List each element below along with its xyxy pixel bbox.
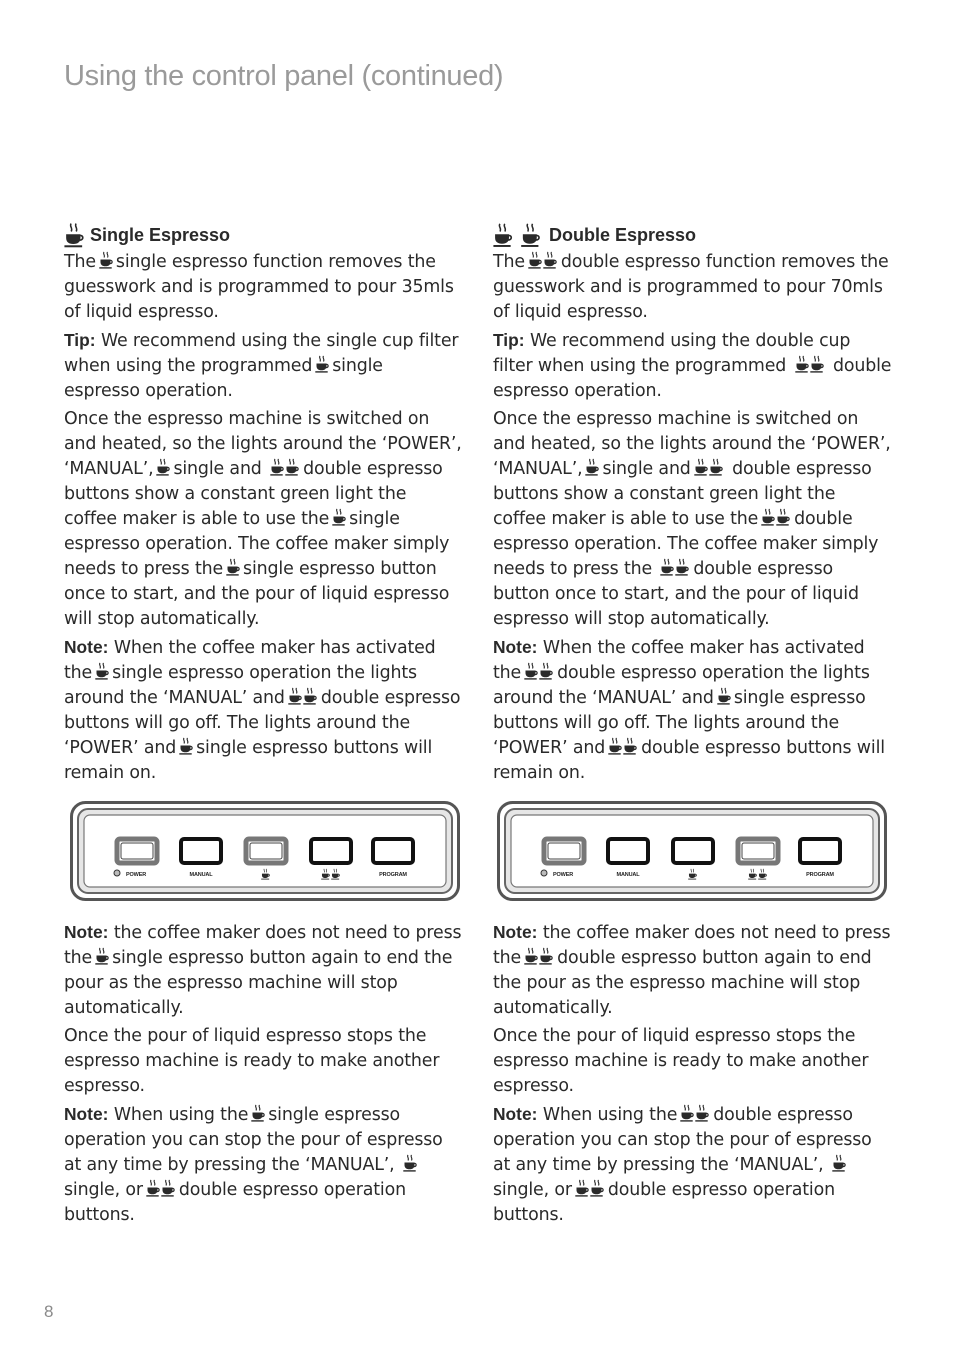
paragraph: [493, 407, 893, 632]
paragraph: [64, 250, 464, 325]
single-cup-icon: [64, 222, 84, 248]
text: Once the espresso machine is switched on and heated, so the lights around the ‘POWER’, ‘MANUAL’,: [493, 409, 891, 479]
text: single espresso operation. The coffee maker simply needs to press the: [64, 509, 450, 579]
note: [64, 1102, 464, 1228]
double-espresso-button: [311, 839, 351, 863]
double-cup-icon: [288, 687, 318, 705]
single-cup-icon: [156, 458, 170, 476]
text: We recommend using the single cup filter when using the programmed: [64, 331, 459, 376]
single-espresso-heading: [64, 222, 464, 248]
text: single espresso function removes the guesswork and is programmed to pour 35mls of liquid espresso.: [64, 252, 454, 322]
power-label: POWER: [553, 872, 574, 878]
text: The: [493, 252, 525, 272]
single-cup-icon: [95, 662, 109, 680]
double-cup-icon: [795, 355, 825, 373]
tip: [493, 328, 893, 404]
text: double espresso buttons will remain on.: [493, 738, 885, 783]
power-indicator-light: [541, 870, 547, 876]
double-cup-icon: [660, 558, 690, 576]
page-title: Using the control panel (continued): [64, 60, 504, 92]
text: When the coffee maker has activated the: [493, 638, 865, 683]
power-indicator-light: [114, 870, 120, 876]
text: double espresso buttons will go off. The lights around the ‘POWER’ and: [64, 688, 461, 758]
text: double espresso operation buttons.: [64, 1180, 406, 1225]
program-label: PROGRAM: [806, 872, 834, 878]
text: single espresso buttons will remain on.: [64, 738, 433, 783]
single-espresso-button: [673, 839, 713, 863]
note: [64, 920, 464, 1021]
text: When using the: [542, 1105, 678, 1125]
program-button: [800, 839, 840, 863]
text: We recommend using the double cup filter when using the programmed: [493, 331, 851, 376]
text: single, or: [64, 1180, 143, 1200]
text: double espresso operation buttons.: [493, 1180, 835, 1225]
power-button: [117, 839, 157, 863]
control-panel-diagram: [497, 801, 887, 901]
text: single espresso operation the lights around the ‘MANUAL’ and: [64, 663, 417, 708]
text: single espresso buttons will go off. The lights around the ‘POWER’ and: [493, 688, 866, 758]
double-espresso-heading: [493, 222, 893, 248]
heading-text: Double Espresso: [549, 225, 697, 245]
single-cup-icon: [717, 687, 731, 705]
heading-text: Single Espresso: [90, 225, 231, 245]
note-label: Note:: [64, 922, 109, 942]
text: double espresso button again to end the pour as the espresso machine will stop automatically.: [493, 948, 872, 1018]
note: [493, 635, 893, 786]
text: single espresso button again to end the pour as the espresso machine will stop automatically.: [64, 948, 453, 1018]
single-espresso-button: [246, 839, 286, 863]
text: double espresso operation you can stop the pour of espresso at any time by pressing the ‘MANUAL’,: [493, 1105, 872, 1175]
note-label: Note:: [64, 1104, 109, 1124]
tip-label: Tip:: [493, 330, 525, 350]
single-cup-icon: [585, 458, 599, 476]
note-label: Note:: [64, 637, 109, 657]
text: double espresso operation.: [493, 356, 892, 401]
single-cup-icon: [95, 947, 109, 965]
single-cup-icon: [179, 737, 193, 755]
double-cup-icon: [524, 662, 554, 680]
text: When the coffee maker has activated the: [64, 638, 436, 683]
text: double espresso buttons show a constant green light the coffee maker is able to use the: [64, 459, 443, 529]
text: the coffee maker does not need to press the: [64, 923, 462, 968]
text: the coffee maker does not need to press the: [493, 923, 891, 968]
text: Once the espresso machine is switched on and heated, so the lights around the ‘POWER’, ‘MANUAL’,: [64, 409, 462, 479]
program-button: [373, 839, 413, 863]
text: When using the: [113, 1105, 249, 1125]
double-cup-icon: [146, 1179, 176, 1197]
double-cup-icon: [524, 947, 554, 965]
double-cup-icon: [680, 1104, 710, 1122]
double-cup-icon: [608, 737, 638, 755]
note: [493, 1102, 893, 1228]
double-espresso-button: [738, 839, 778, 863]
text: double espresso operation. The coffee maker simply needs to press the: [493, 509, 879, 579]
note-label: Note:: [493, 637, 538, 657]
note: [64, 635, 464, 786]
text: single and: [173, 459, 262, 479]
note: [493, 920, 893, 1021]
single-cup-icon: [251, 1104, 265, 1122]
power-label: POWER: [126, 872, 147, 878]
tip-label: Tip:: [64, 330, 96, 350]
text: double espresso button once to start, and the pour of liquid espresso will stop automatically.: [493, 559, 859, 629]
text: single espresso operation.: [64, 356, 383, 401]
text: double espresso function removes the guesswork and is programmed to pour 70mls of liquid espresso.: [493, 252, 889, 322]
tip: [64, 328, 464, 404]
manual-label: MANUAL: [189, 872, 213, 878]
text: double espresso operation the lights around the ‘MANUAL’ and: [493, 663, 870, 708]
single-cup-icon: [332, 508, 346, 526]
single-cup-icon: [403, 1154, 417, 1172]
double-cup-icon: [761, 508, 791, 526]
manual-label: MANUAL: [616, 872, 640, 878]
page-number: 8: [44, 1302, 54, 1321]
note-label: Note:: [493, 922, 538, 942]
manual-button: [181, 839, 221, 863]
paragraph: Once the pour of liquid espresso stops the espresso machine is ready to make another espresso.: [64, 1026, 440, 1096]
double-cup-icon: [493, 222, 543, 248]
program-label: PROGRAM: [379, 872, 407, 878]
paragraph: [493, 250, 893, 325]
single-espresso-section: [64, 222, 464, 1231]
single-cup-icon: [315, 355, 329, 373]
note-label: Note:: [493, 1104, 538, 1124]
power-button: [544, 839, 584, 863]
double-cup-icon: [575, 1179, 605, 1197]
single-cup-icon: [832, 1154, 846, 1172]
text: single, or: [493, 1180, 572, 1200]
text: The: [64, 252, 96, 272]
single-cup-icon: [226, 558, 240, 576]
control-panel-diagram: [70, 801, 460, 901]
text: double espresso buttons show a constant green light the coffee maker is able to use the: [493, 459, 872, 529]
single-cup-icon: [99, 251, 113, 269]
manual-button: [608, 839, 648, 863]
paragraph: Once the pour of liquid espresso stops the espresso machine is ready to make another espresso.: [493, 1026, 869, 1096]
paragraph: [64, 407, 464, 632]
text: single espresso button once to start, and the pour of liquid espresso will stop automatically.: [64, 559, 450, 629]
double-cup-icon: [694, 458, 724, 476]
double-espresso-section: [493, 222, 893, 1231]
text: single espresso operation you can stop the pour of espresso at any time by pressing the ‘MANUAL’,: [64, 1105, 443, 1175]
double-cup-icon: [270, 458, 300, 476]
double-cup-icon: [528, 251, 558, 269]
text: single and: [602, 459, 691, 479]
